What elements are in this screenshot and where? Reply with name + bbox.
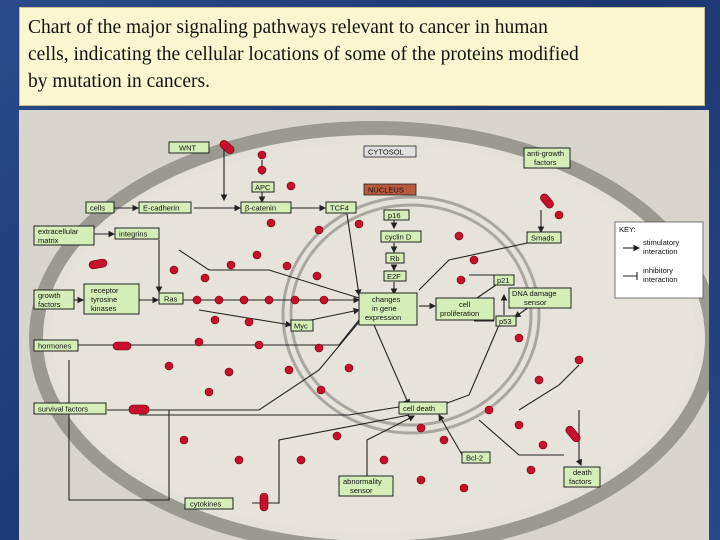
svg-text:cell death: cell death <box>403 404 436 413</box>
node-survival-factors <box>34 403 106 414</box>
caption-line-2: cells, indicating the cellular locations of some of the proteins modified <box>28 44 579 65</box>
node-wnt <box>169 142 209 153</box>
svg-text:in gene: in gene <box>372 304 397 313</box>
pathway-svg <box>19 110 709 540</box>
signaling-pathway-diagram <box>19 110 709 540</box>
svg-text:cells: cells <box>90 203 106 213</box>
svg-text:APC: APC <box>255 183 271 192</box>
node-apc <box>252 182 274 192</box>
node-p21 <box>494 275 514 285</box>
key-title: KEY: <box>619 225 636 234</box>
caption-line-1: Chart of the major signaling pathways relevant to cancer in human <box>28 17 548 38</box>
node-tcf4 <box>326 202 356 213</box>
node-e2f <box>384 271 406 281</box>
svg-text:proliferation: proliferation <box>440 309 480 318</box>
node-cell-proliferation <box>436 298 494 320</box>
node-death-factors <box>564 467 600 487</box>
node-integrins <box>115 228 159 239</box>
svg-text:kinases: kinases <box>91 304 117 313</box>
svg-text:matrix: matrix <box>38 236 59 245</box>
node-cyclin-d <box>381 231 421 242</box>
svg-text:Bcl-2: Bcl-2 <box>466 453 484 463</box>
svg-text:factors: factors <box>38 300 61 309</box>
node-hormones <box>34 340 78 351</box>
svg-text:DNA damage: DNA damage <box>512 289 557 298</box>
svg-text:stimulatory: stimulatory <box>643 238 680 247</box>
nucleus-label <box>364 184 416 195</box>
svg-text:p21: p21 <box>497 276 510 285</box>
svg-text:NUCLEUS: NUCLEUS <box>368 185 404 195</box>
svg-text:abnormality: abnormality <box>343 477 382 486</box>
svg-text:Rb: Rb <box>390 254 400 263</box>
cytosol-label <box>364 146 416 157</box>
node-bcl-2 <box>462 452 490 463</box>
svg-text:growth: growth <box>38 291 61 300</box>
node-dna-damage-sensor <box>509 288 571 308</box>
node-myc <box>291 320 313 331</box>
svg-text:sensor: sensor <box>350 486 373 495</box>
node-receptor-tyrosine-kinases <box>84 284 139 314</box>
figure-caption <box>19 7 705 106</box>
node-e-cadherin <box>139 202 191 213</box>
svg-text:inhibitory: inhibitory <box>643 266 674 275</box>
svg-text:receptor: receptor <box>91 286 119 295</box>
node-changes-in-gene-expression <box>359 293 417 325</box>
node-smads <box>527 232 561 243</box>
node-abnormality-sensor <box>339 476 393 496</box>
svg-text:factors: factors <box>569 477 592 486</box>
svg-text:survival factors: survival factors <box>38 404 89 414</box>
svg-text:Smads: Smads <box>531 233 555 243</box>
node-p53 <box>496 316 516 326</box>
svg-text:p53: p53 <box>499 317 512 326</box>
node-extracellular-matrix <box>34 226 94 245</box>
svg-text:CYTOSOL: CYTOSOL <box>368 147 404 157</box>
svg-text:p16: p16 <box>388 211 401 220</box>
svg-text:expression: expression <box>365 313 402 322</box>
svg-text:cell: cell <box>459 300 471 309</box>
svg-text:TCF4: TCF4 <box>330 203 349 213</box>
svg-text:integrins: integrins <box>119 229 148 239</box>
node-anti-growth-factors <box>524 148 570 168</box>
svg-text:factors: factors <box>534 158 557 167</box>
svg-text:hormones: hormones <box>38 341 72 351</box>
node-cell-death <box>399 402 447 414</box>
caption-line-3: by mutation in cancers. <box>28 71 210 92</box>
node-growth-factors <box>34 290 74 309</box>
svg-text:sensor: sensor <box>524 298 547 307</box>
svg-text:β-catenin: β-catenin <box>245 203 276 213</box>
svg-text:cytokines: cytokines <box>190 499 222 509</box>
svg-text:E-cadherin: E-cadherin <box>143 203 180 213</box>
svg-text:death: death <box>573 468 592 477</box>
node-ras <box>159 293 183 304</box>
svg-text:changes: changes <box>372 295 401 304</box>
node-beta-catenin <box>241 202 291 213</box>
svg-text:extracellular: extracellular <box>38 227 79 236</box>
svg-text:Myc: Myc <box>294 321 308 331</box>
svg-text:anti-growth: anti-growth <box>527 149 565 158</box>
diagram-key <box>615 222 703 298</box>
node-rb <box>386 253 404 263</box>
svg-text:tyrosine: tyrosine <box>91 295 118 304</box>
svg-text:WNT: WNT <box>179 143 197 153</box>
node-p16 <box>384 210 409 220</box>
svg-text:Ras: Ras <box>164 294 178 304</box>
node-cytokines <box>185 498 233 509</box>
svg-text:interaction: interaction <box>643 247 678 256</box>
node-cells <box>86 202 114 213</box>
svg-text:E2F: E2F <box>387 272 401 281</box>
svg-text:interaction: interaction <box>643 275 678 284</box>
svg-text:cyclin D: cyclin D <box>385 232 412 242</box>
